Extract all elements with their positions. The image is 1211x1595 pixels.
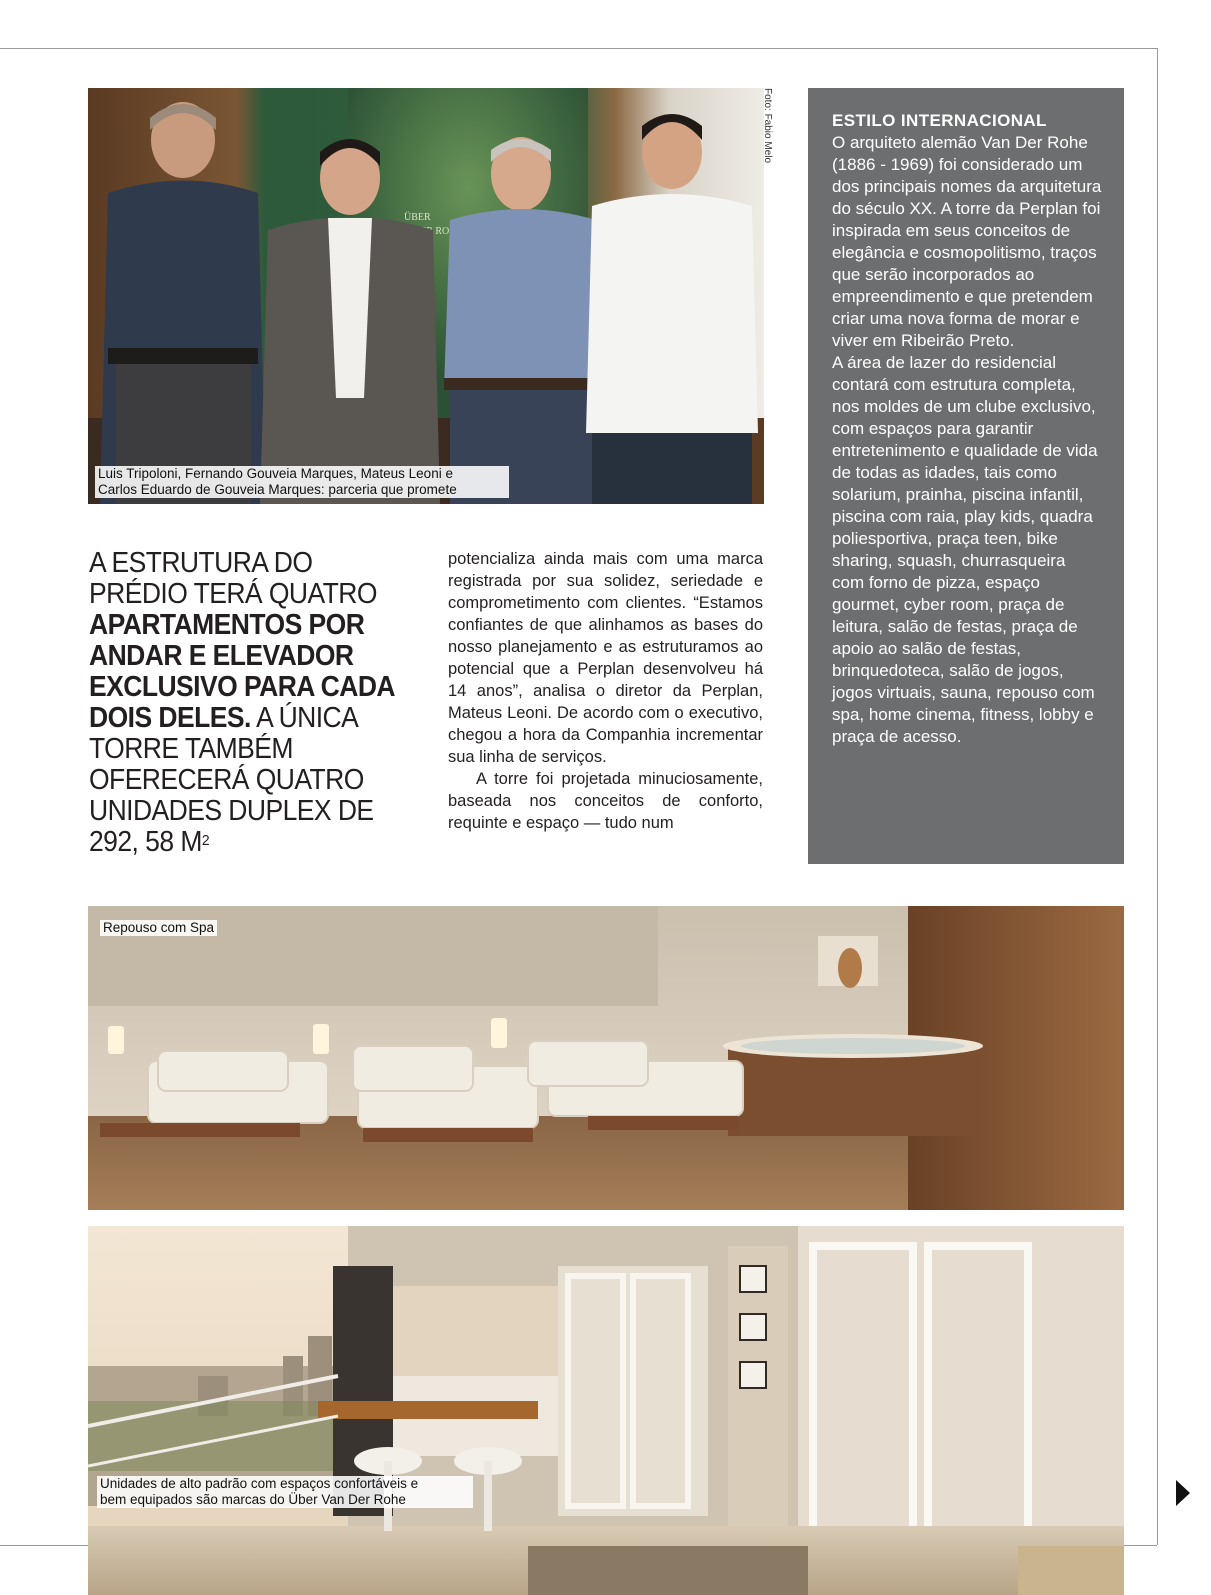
spa-photo — [88, 906, 1124, 1210]
banner-text-1: ÜBER — [404, 212, 431, 223]
apartment-photo-caption-line1: Unidades de alto padrão com espaços confortáveis e — [100, 1476, 419, 1491]
next-page-arrow-icon[interactable] — [1176, 1480, 1190, 1506]
group-photo-illustration — [88, 88, 764, 504]
page-frame-top-rule — [0, 48, 1157, 49]
article-body-column — [448, 548, 763, 834]
spa-photo-caption: Repouso com Spa — [100, 920, 217, 936]
pull-quote-bold: APARTAMENTOS POR ANDAR E ELEVADOR EXCLUSIVO PARA CADA DOIS DELES. — [89, 609, 395, 734]
banner-text-2: ROHE — [435, 226, 463, 237]
group-photo — [88, 88, 764, 504]
sidebar-box — [808, 88, 1124, 864]
body-paragraph-2: A torre foi projetada minuciosamente, baseada nos conceitos de conforto, requinte e espaço — tudo num — [448, 770, 763, 832]
apartment-photo-caption-line2: bem equipados são marcas do Über Van Der Rohe — [100, 1492, 406, 1507]
photo-credit: Foto: Fabio Melo — [762, 88, 773, 164]
group-photo-caption-line1: Luis Tripoloni, Fernando Gouveia Marques, Mateus Leoni e — [98, 466, 453, 481]
sidebar-paragraph-1: O arquiteto alemão Van Der Rohe (1886 - 1969) foi considerado um dos principais nomes da arquitetura do século XX. A torre da Perplan foi inspirada em seus conceitos de elegância e cosmopolitismo, traços que serão incorporados ao empreendimento e que pretendem criar uma nova forma de morar e viver em Ribeirão Preto. — [832, 133, 1102, 350]
apartment-photo — [88, 1226, 1124, 1595]
group-photo-caption-line2: Carlos Eduardo de Gouveia Marques: parceria que promete — [98, 482, 457, 497]
apartment-photo-illustration — [88, 1226, 1124, 1595]
pull-quote-superscript: 2 — [201, 832, 210, 849]
body-paragraph-1: potencializa ainda mais com uma marca registrada por sua solidez, seriedade e comprometimento com clientes. “Estamos confiantes de que alinhamos as bases do nosso planejamento e as estruturamos ao potencial que a Perplan desenvolveu há 14 anos”, analisa o diretor da Perplan, Mateus Leoni. De acordo com o executivo, chegou a hora da Companhia incrementar sua linha de serviços. — [448, 550, 763, 766]
apartment-photo-caption — [97, 1476, 473, 1508]
sidebar-paragraph-2: A área de lazer do residencial contará com estrutura completa, nos moldes de um clube exclusivo, com espaços para garantir entretenimento e qualidade de vida de todas as idades, tais como solarium, prainha, piscina infantil, piscina com raia, play kids, quadra poliesportiva, praça teen, bike sharing, squash, churrasqueira com forno de pizza, espaço gourmet, cyber room, praça de leitura, salão de festas, praça de apoio ao salão de festas, brinquedoteca, salão de jogos, jogos virtuais, sauna, repouso com spa, home cinema, fitness, lobby e praça de acesso. — [832, 353, 1098, 746]
pull-quote-tail: A ÚNICA TORRE TAMBÉM OFERECERÁ QUATRO UNIDADES DUPLEX DE 292, 58 M — [89, 702, 374, 858]
pull-quote — [89, 548, 396, 858]
pull-quote-lead: A ESTRUTURA DO PRÉDIO TERÁ QUATRO — [89, 547, 377, 610]
page-frame-right-rule — [1157, 48, 1158, 1545]
spa-photo-illustration — [88, 906, 1124, 1210]
sidebar-title: ESTILO INTERNACIONAL — [832, 111, 1047, 130]
group-photo-caption — [95, 466, 509, 498]
